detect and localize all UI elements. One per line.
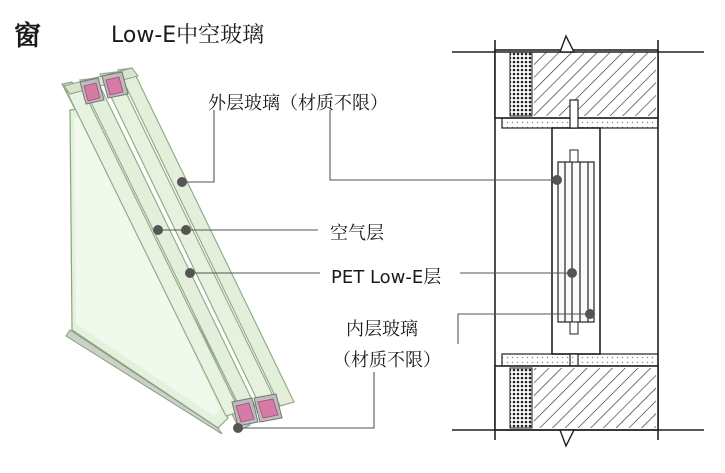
label-pet-layer: PET Low-E层	[331, 267, 442, 288]
title-char: 窗	[14, 21, 41, 52]
outer-glass-dot	[177, 177, 187, 187]
glass-panel-illustration	[62, 68, 294, 434]
section-pet-dot	[567, 268, 577, 278]
pet-layer-dot	[185, 268, 195, 278]
label-inner-glass: 内层玻璃	[346, 319, 418, 340]
wall-section-illustration	[452, 36, 704, 446]
section-inner-glass-dot	[585, 309, 595, 319]
air-layer-dot-left	[153, 225, 163, 235]
air-layer-dot-right	[181, 225, 191, 235]
label-air-layer: 空气层	[330, 223, 384, 244]
section-outer-glass-dot	[552, 175, 562, 185]
outer-glass-leader	[182, 110, 214, 182]
inner-glass-dot	[233, 423, 243, 433]
label-outer-glass: 外层玻璃（材质不限）	[208, 93, 388, 114]
diagram-title: Low-E中空玻璃	[111, 23, 265, 48]
label-inner-glass-material: （材质不限）	[333, 350, 441, 371]
